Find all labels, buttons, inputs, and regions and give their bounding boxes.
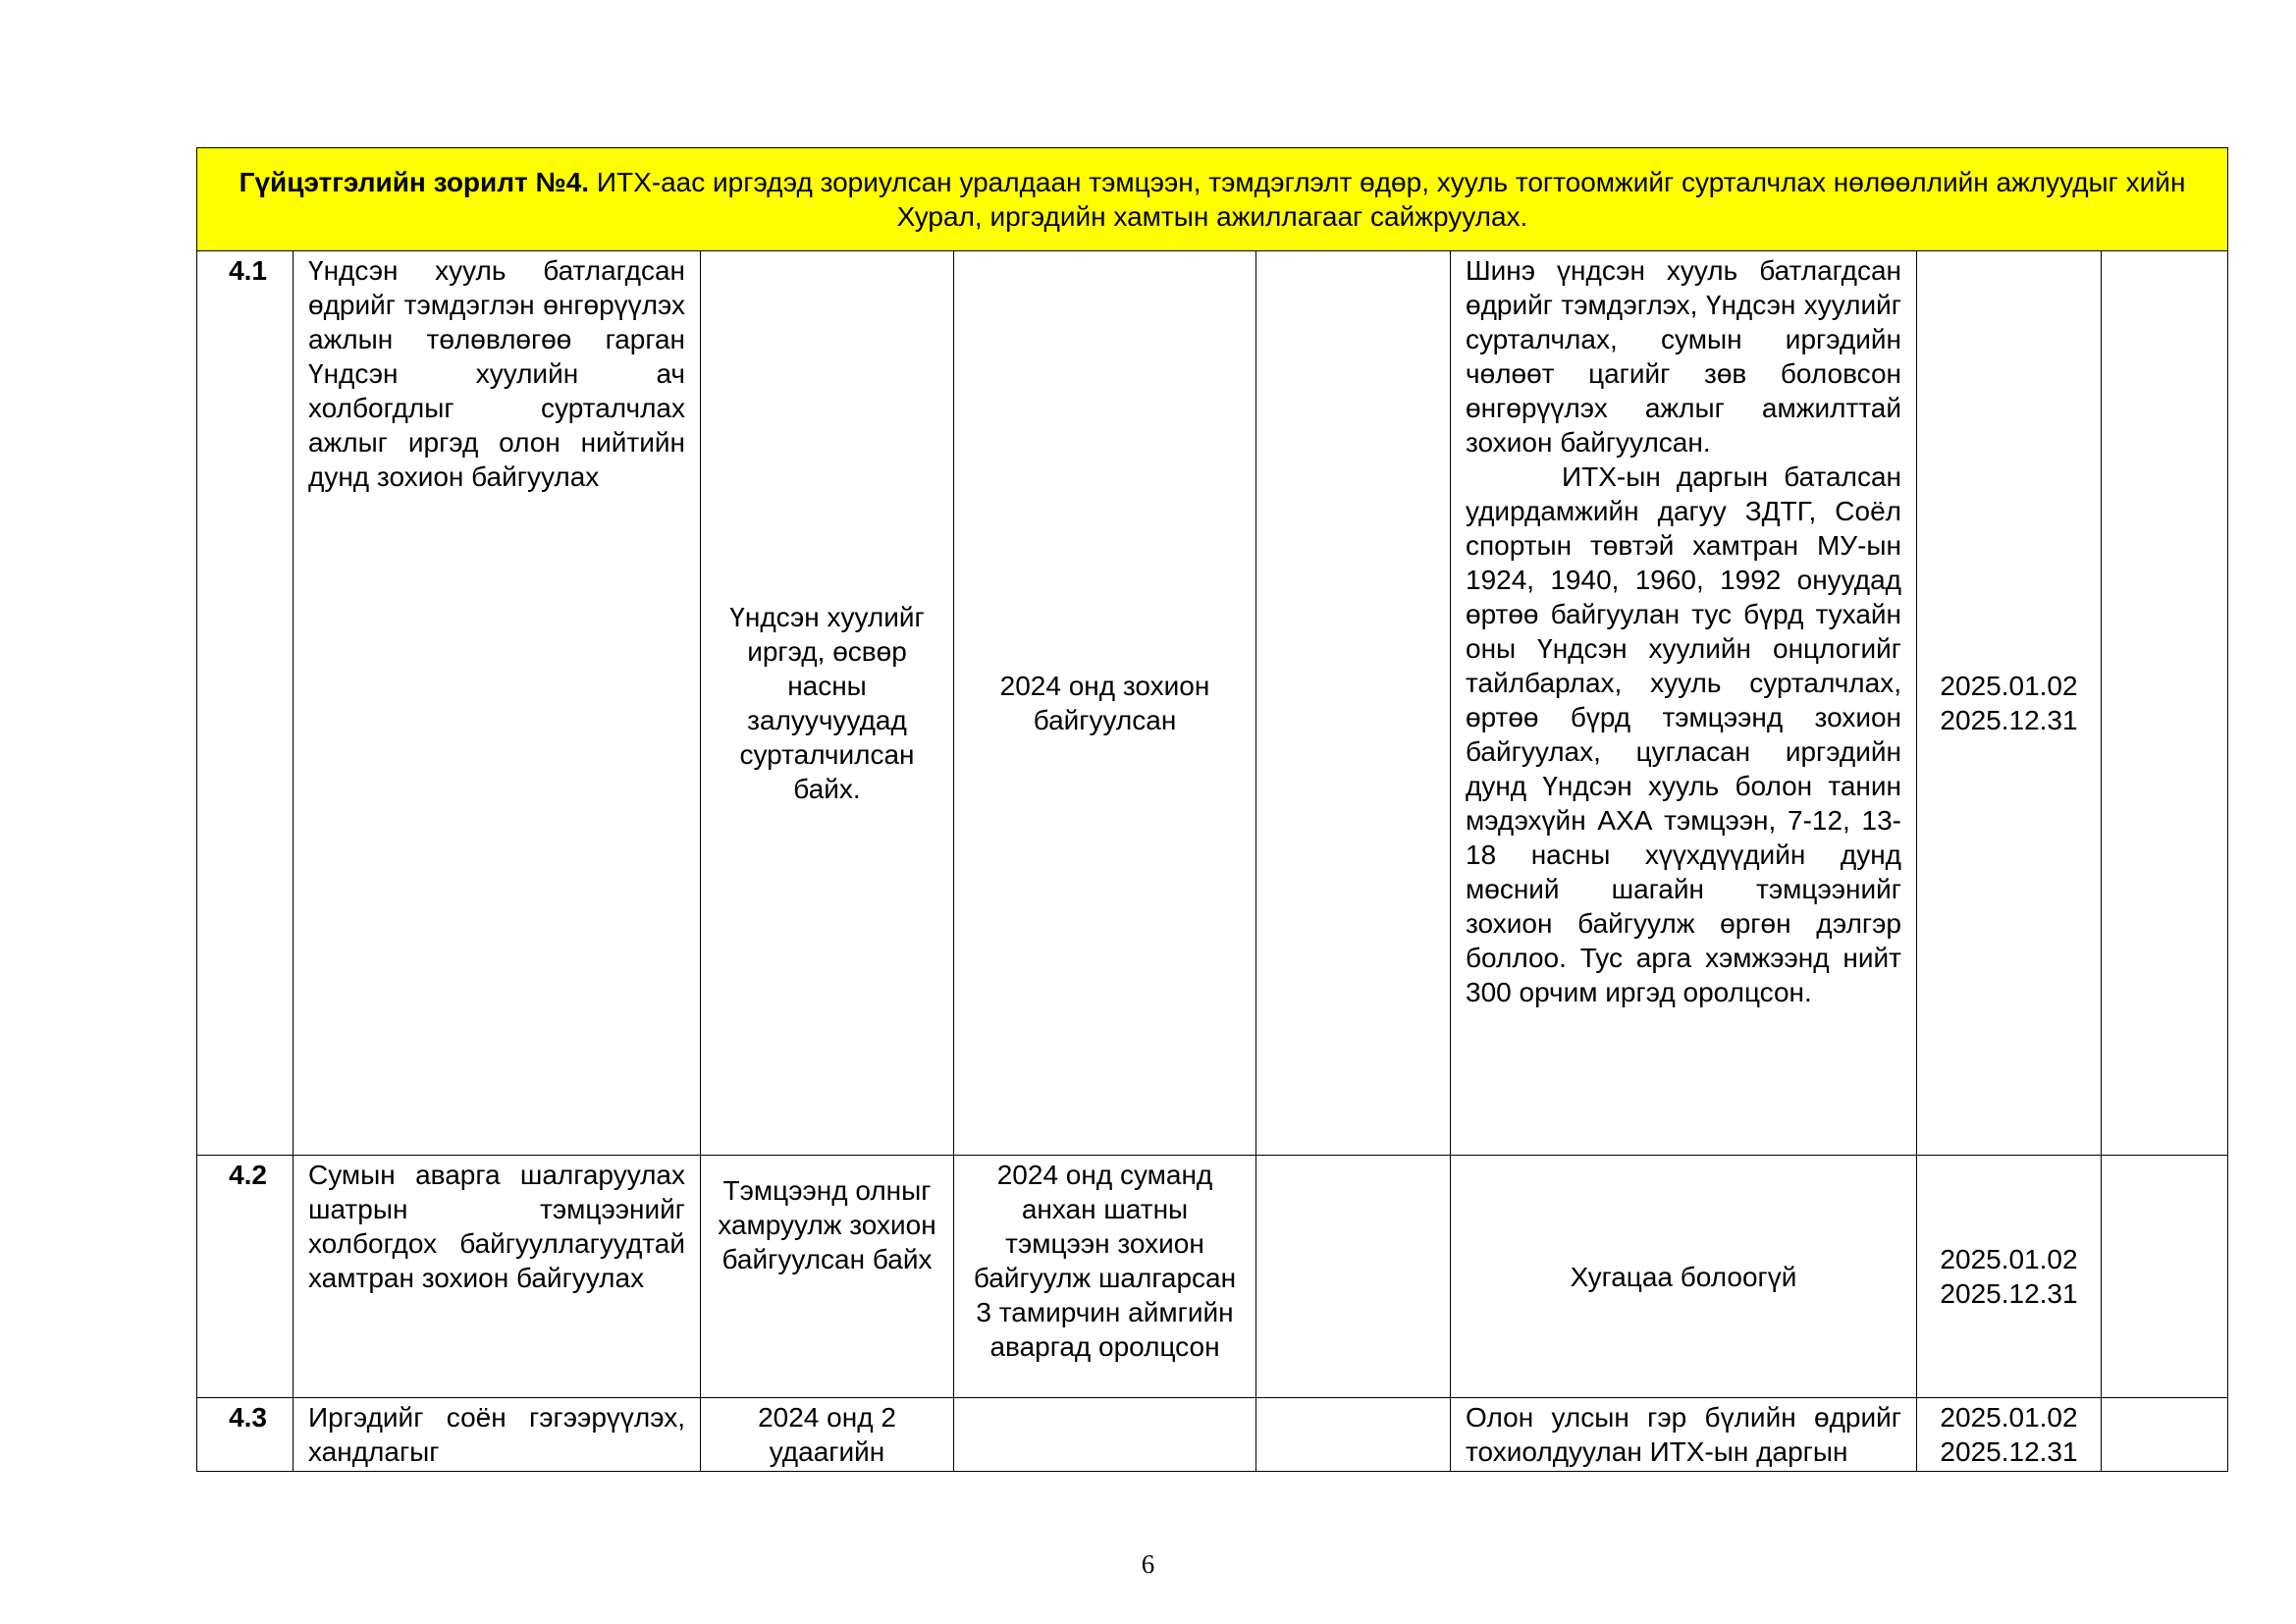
date-end: 2025.12.31	[1940, 705, 2078, 735]
report-paragraph: ИТХ-ын даргын баталсан удирдамжийн дагуу ЗДТГ, Соёл спортын төвтэй хамтран МУ-ын 1924, 1940, 1960, 1992 онуудад өртөө байгуулан тус бүрд тухайн оны Үндсэн хуулийн онцлогийг тайлбарлах, хууль сурталчлах, өртөө бүрд тэмцээнд зохион байгуулах, цугласан иргэдийн дунд Үндсэн хууль болон танин мэдэхүйн АХА тэмцээн, 7-12, 13-18 насны хүүхдүүдийн дунд мөсний шагайн тэмцээнийг зохион байгуулж өргөн дэлгэр боллоо. Тус арга хэмжээнд нийт 300 орчим иргэд оролцсон.	[1466, 461, 1901, 1007]
date-cell	[1917, 1156, 2102, 1398]
date-start: 2025.01.02	[1940, 1244, 2078, 1274]
report-paragraph: Шинэ үндсэн хууль батлагдсан өдрийг тэмдэглэх, Үндсэн хуулийг сурталчлах, сумын иргэдийн чөлөөт цагийг зөв боловсон өнгөрүүлэх ажлыг амжилттай зохион байгуулсан.	[1466, 255, 1901, 458]
empty-cell	[1256, 251, 1451, 1156]
empty-cell	[2102, 1398, 2228, 1472]
date-end: 2025.12.31	[1940, 1436, 2078, 1467]
report-cell: Хугацаа болоогүй	[1451, 1156, 1917, 1398]
indicator-cell: Тэмцээнд олныг хамруулж зохион байгуулсан байх	[701, 1156, 954, 1398]
baseline-cell	[954, 1398, 1256, 1472]
table-row	[197, 1398, 2228, 1472]
indicator-cell: 2024 онд 2 удаагийн	[701, 1398, 954, 1472]
row-number: 4.3	[197, 1398, 294, 1472]
indicator-cell: Үндсэн хуулийг иргэд, өсвөр насны залуучуудад сурталчилсан байх.	[701, 251, 954, 1156]
goal-text: ИТХ-аас иргэдэд зориулсан уралдаан тэмцээн, тэмдэглэлт өдөр, хууль тогтоомжийг сурталчлах нөлөөллийн ажлуудыг хийн Хурал, иргэдийн хамтын ажиллагааг сайжруулах.	[589, 167, 2186, 232]
date-start: 2025.01.02	[1940, 1402, 2078, 1433]
empty-cell	[2102, 1156, 2228, 1398]
table-row	[197, 251, 2228, 1156]
baseline-cell: 2024 онд зохион байгуулсан	[954, 251, 1256, 1156]
row-number: 4.2	[197, 1156, 294, 1398]
date-end: 2025.12.31	[1940, 1278, 2078, 1309]
row-number: 4.1	[197, 251, 294, 1156]
page-number: 6	[1141, 1549, 1155, 1579]
empty-cell	[2102, 251, 2228, 1156]
baseline-cell: 2024 онд суманд анхан шатны тэмцээн зохион байгуулж шалгарсан 3 тамирчин аймгийн аваргад оролцсон	[954, 1156, 1256, 1398]
report-cell	[1451, 251, 1917, 1156]
plan-table	[196, 147, 2228, 1472]
date-cell	[1917, 251, 2102, 1156]
empty-cell	[1256, 1156, 1451, 1398]
activity-cell: Иргэдийг соён гэгээрүүлэх, хандлагыг	[294, 1398, 701, 1472]
goal-prefix: Гүйцэтгэлийн зорилт №4.	[239, 167, 590, 197]
activity-cell: Үндсэн хууль батлагдсан өдрийг тэмдэглэн өнгөрүүлэх ажлын төлөвлөгөө гарган Үндсэн хуулийн ач холбогдлыг сурталчлах ажлыг иргэд олон нийтийн дунд зохион байгуулах	[294, 251, 701, 1156]
goal-row	[197, 148, 2228, 251]
empty-cell	[1256, 1398, 1451, 1472]
date-cell	[1917, 1398, 2102, 1472]
report-cell: Олон улсын гэр бүлийн өдрийг тохиолдуулан ИТХ-ын даргын	[1451, 1398, 1917, 1472]
table-row	[197, 1156, 2228, 1398]
activity-cell: Сумын аварга шалгаруулах шатрын тэмцээнийг холбогдох байгууллагуудтай хамтран зохион байгуулах	[294, 1156, 701, 1398]
goal-cell	[197, 148, 2228, 251]
date-start: 2025.01.02	[1940, 671, 2078, 701]
